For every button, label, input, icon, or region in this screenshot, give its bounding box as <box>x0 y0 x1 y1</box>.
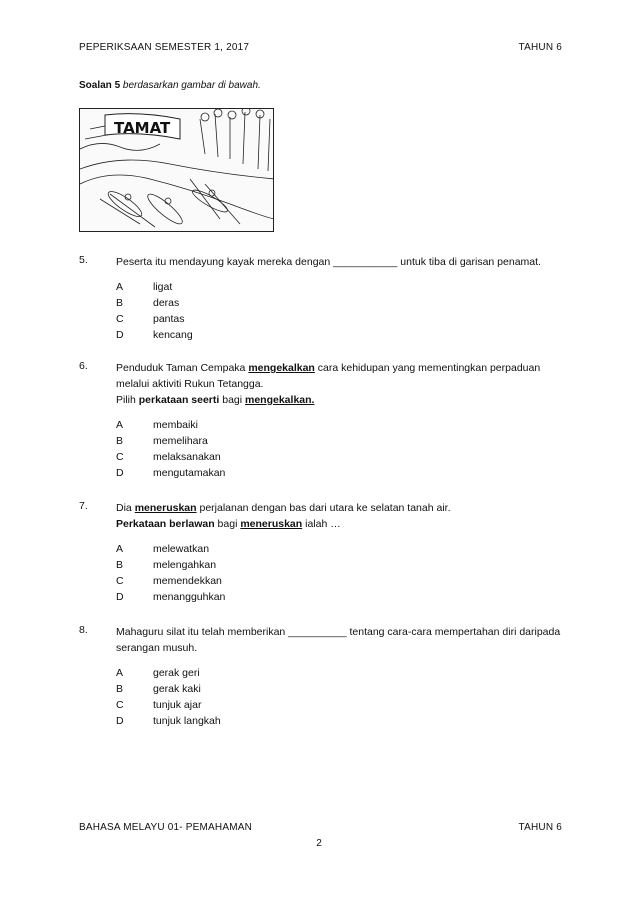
q8-text: Mahaguru silat itu telah memberikan __________ tentang cara-cara mempertahan diri daripada serangan musuh. <box>116 626 561 654</box>
q8-option-d[interactable]: D tunjuk langkah <box>116 715 221 727</box>
header-left: PEPERIKSAAN SEMESTER 1, 2017 <box>79 42 250 53</box>
question-7 <box>79 500 569 605</box>
q7-text: Dia meneruskan perjalanan dengan bas dari utara ke selatan tanah air. Perkataan berlawan bagi meneruskan ialah … <box>116 502 451 530</box>
q5-option-a[interactable]: A ligat <box>116 281 173 293</box>
banner-text: TAMAT <box>114 119 171 137</box>
q6-keyword: mengekalkan <box>248 362 315 374</box>
section-intro <box>79 80 261 91</box>
q6-options <box>116 417 569 481</box>
q6-option-a[interactable]: A membaiki <box>116 419 198 431</box>
q7-option-a[interactable]: A melewatkan <box>116 543 210 555</box>
q7-number: 7. <box>79 500 88 512</box>
q5-number: 5. <box>79 254 88 266</box>
q6-text: Penduduk Taman Cempaka mengekalkan cara kehidupan yang mementingkan perpaduan melalui aktiviti Rukun Tetangga. Pilih perkataan seerti bagi mengekalkan. <box>116 362 541 406</box>
header-right: TAHUN 6 <box>518 42 562 53</box>
q7-option-c[interactable]: C memendekkan <box>116 575 222 587</box>
q7-option-b[interactable]: B melengahkan <box>116 559 217 571</box>
intro-italic: berdasarkan gambar di bawah. <box>122 80 261 91</box>
q7-keyword: meneruskan <box>134 502 197 514</box>
q5-option-c[interactable]: C pantas <box>116 313 185 325</box>
kayak-race-illustration <box>79 108 274 232</box>
question-6 <box>79 360 569 481</box>
illustration-svg <box>80 109 274 232</box>
q8-options <box>116 665 569 729</box>
question-8 <box>79 624 569 729</box>
q7-option-d[interactable]: D menangguhkan <box>116 591 226 603</box>
footer-left: BAHASA MELAYU 01- PEMAHAMAN <box>79 822 253 833</box>
q8-option-b[interactable]: B gerak kaki <box>116 683 201 695</box>
q6-option-d[interactable]: D mengutamakan <box>116 467 226 479</box>
q6-option-c[interactable]: C melaksanakan <box>116 451 221 463</box>
q8-option-a[interactable]: A gerak geri <box>116 667 200 679</box>
q5-option-d[interactable]: D kencang <box>116 329 193 341</box>
q7-options <box>116 541 569 605</box>
intro-bold: Soalan 5 <box>79 80 121 91</box>
question-5 <box>79 254 569 343</box>
q5-option-b[interactable]: B deras <box>116 297 180 309</box>
q6-option-b[interactable]: B memelihara <box>116 435 208 447</box>
q6-number: 6. <box>79 360 88 372</box>
q8-number: 8. <box>79 624 88 636</box>
q5-text: Peserta itu mendayung kayak mereka dengan ___________ untuk tiba di garisan penamat. <box>116 256 541 268</box>
q5-options <box>116 279 569 343</box>
page-number: 2 <box>316 838 322 849</box>
q8-option-c[interactable]: C tunjuk ajar <box>116 699 202 711</box>
footer-right: TAHUN 6 <box>518 822 562 833</box>
